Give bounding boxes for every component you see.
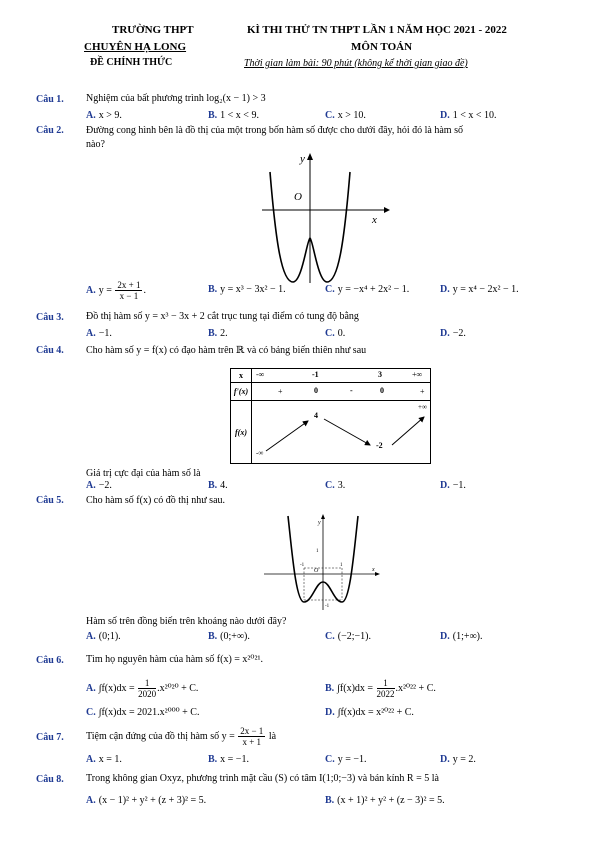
option-tail: .x²⁰²⁰ + C. (157, 682, 199, 694)
option-text: 4. (220, 480, 228, 491)
question-after: Giá trị cực đại của hàm số là (86, 468, 201, 479)
question-text: Cho hàm số f(x) có đồ thị như sau. (86, 495, 226, 506)
option-d (440, 631, 482, 642)
option-a (86, 328, 112, 339)
option-letter: D. (440, 328, 450, 339)
option-letter: D. (440, 110, 450, 121)
option-text: (−2;−1). (337, 631, 371, 642)
denominator: 2020 (138, 689, 157, 699)
option-letter: C. (325, 110, 335, 121)
option-letter: B. (208, 328, 218, 339)
option-b (208, 110, 259, 121)
option-letter: B. (208, 754, 218, 765)
option-letter: B. (208, 284, 218, 295)
option-b (325, 678, 436, 699)
x-value: -∞ (256, 370, 265, 379)
option-letter: A. (86, 328, 96, 339)
x-value: +∞ (412, 370, 423, 379)
question-label: Câu 1. (36, 94, 64, 105)
question-text: Tìm họ nguyên hàm của hàm số f(x) = x²⁰²¹. (86, 654, 263, 665)
option-text: 0. (337, 328, 346, 339)
option-text: −1. (452, 480, 466, 491)
option-text: y = x³ − 3x² − 1. (220, 284, 286, 295)
question-label: Câu 7. (36, 732, 64, 743)
table-f-head: f(x) (231, 401, 252, 464)
subject-title: MÔN TOÁN (351, 41, 413, 53)
option-c (325, 110, 366, 121)
option-letter: D. (440, 480, 450, 491)
tick-label: 1 (340, 563, 343, 568)
sign: 0 (314, 386, 318, 395)
option-text: ∫f(x)dx = x²⁰²² + C. (337, 707, 414, 718)
option-letter: A. (86, 795, 96, 806)
function-graph (262, 512, 382, 612)
f-value: +∞ (418, 403, 427, 411)
question-label: Câu 3. (36, 312, 64, 323)
option-letter: D. (440, 631, 450, 642)
option-letter: A. (86, 682, 96, 694)
option-c (325, 631, 371, 642)
f-value: 4 (314, 411, 318, 420)
option-letter: C. (325, 284, 335, 295)
y-axis-label: y (318, 520, 321, 526)
option-a (86, 480, 112, 491)
question-label: Câu 8. (36, 774, 64, 785)
sign: - (350, 386, 353, 395)
question-after: Hàm số trên đồng biến trên khoảng nào dưới đây? (86, 616, 287, 627)
fraction (377, 678, 395, 699)
option-text: −2. (98, 480, 112, 491)
option-letter: B. (208, 480, 218, 491)
option-letter: D. (440, 284, 450, 295)
question-text: Tiệm cận đứng của đồ thị hàm số y = (86, 730, 235, 742)
fraction (115, 280, 142, 301)
school-line2: CHUYÊN HẠ LONG (84, 41, 187, 53)
option-text: y = 2. (452, 754, 476, 765)
function-graph (260, 150, 395, 285)
option-letter: D. (440, 754, 450, 765)
option-text: x = 1. (98, 754, 122, 765)
option-letter: C. (325, 754, 335, 765)
option-a (86, 754, 122, 765)
option-text: 2. (220, 328, 228, 339)
option-text: y = −x⁴ + 2x² − 1. (337, 284, 410, 295)
denominator: 2022 (376, 689, 395, 699)
question-label: Câu 2. (36, 125, 64, 136)
option-text: −1. (98, 328, 112, 339)
option-letter: B. (208, 631, 218, 642)
option-letter: A. (86, 480, 96, 491)
option-c (325, 480, 345, 491)
option-d (325, 707, 414, 718)
option-text: x = −1. (220, 754, 249, 765)
tick-label: -1 (325, 604, 330, 609)
fraction (138, 678, 156, 699)
option-c (325, 328, 345, 339)
option-letter: A. (86, 284, 96, 296)
origin-label: O (314, 568, 319, 574)
option-b (208, 480, 228, 491)
denominator: x − 1 (119, 291, 139, 301)
tick-label: 1 (316, 549, 319, 554)
question-tail: là (268, 730, 277, 742)
sign: + (420, 387, 425, 396)
option-letter: D. (325, 707, 335, 718)
option-text: (0;1). (98, 631, 121, 642)
variation-arrows (252, 401, 430, 463)
numerator: 2x + 1 (117, 280, 141, 290)
option-letter: B. (325, 682, 335, 694)
option-letter: A. (86, 754, 96, 765)
question-text: Cho hàm số y = f(x) có đạo hàm trên ℝ và có bảng biến thiên như sau (86, 345, 367, 356)
numerator: 1 (377, 678, 395, 689)
option-a: A. y = $\frac{2x + 1}{x - 1}$ . (86, 280, 146, 301)
option-text: ∫f(x)dx = (337, 682, 374, 694)
option-text: x > 9. (98, 110, 122, 121)
option-d (440, 754, 476, 765)
time-note: Thời gian làm bài: 90 phút (không kể thời gian giao đề) (244, 58, 468, 69)
option-b (208, 328, 228, 339)
option-text: −2. (452, 328, 466, 339)
option-text: y = (98, 284, 112, 296)
option-a (86, 678, 198, 699)
option-b (325, 795, 445, 806)
y-axis-label: y (300, 153, 305, 165)
option-b (208, 284, 286, 295)
option-letter: A. (86, 631, 96, 642)
question-label: Câu 5. (36, 495, 64, 506)
option-b (208, 631, 250, 642)
option-letter: C. (86, 707, 96, 718)
option-letter: C. (325, 631, 335, 642)
tick-label: -1 (300, 563, 305, 568)
option-a (86, 631, 121, 642)
numerator: 1 (138, 678, 156, 689)
option-text: (1;+∞). (452, 631, 483, 642)
option-text: y = x⁴ − 2x² − 1. (452, 284, 519, 295)
denominator: x + 1 (242, 737, 262, 747)
option-text: ∫f(x)dx = 2021.x²⁰⁰⁰ + C. (98, 707, 200, 718)
question-label: Câu 6. (36, 655, 64, 666)
option-tail: .x²⁰²² + C. (395, 682, 436, 694)
x-value: -1 (312, 370, 319, 379)
option-letter: B. (208, 110, 218, 121)
option-d (440, 284, 519, 295)
option-b (208, 754, 249, 765)
table-fp-head: f'(x) (231, 383, 252, 401)
option-letter: B. (325, 795, 335, 806)
origin-label: O (294, 191, 302, 203)
option-text: ∫f(x)dx = (98, 682, 135, 694)
x-axis-label: x (372, 214, 377, 226)
option-c (86, 707, 199, 718)
option-a (86, 795, 206, 806)
f-value: -∞ (256, 449, 264, 457)
question-text: Trong không gian Oxyz, phương trình mặt cầu (S) có tâm I(1;0;−3) và bán kính R = 5 là (86, 773, 439, 784)
question-text: Đồ thị hàm số y = x³ − 3x + 2 cắt trục tung tại điểm có tung độ bằng (86, 311, 359, 322)
question-label: Câu 4. (36, 345, 64, 356)
table-x-head: x (231, 369, 252, 383)
x-axis-label: x (372, 567, 375, 573)
fraction (238, 726, 265, 747)
option-text: 1 < x < 10. (452, 110, 497, 121)
question-text: Đường cong hình bên là đồ thị của một trong bốn hàm số được cho dưới đây, hỏi đó là hàm số (86, 125, 463, 136)
official-label: ĐỀ CHÍNH THỨC (90, 57, 173, 68)
option-c (325, 284, 409, 295)
x-value: 3 (378, 370, 382, 379)
question-text: Nghiệm của bất phương trình log₂(x − 1) > 3 (86, 93, 266, 104)
numerator: 2x − 1 (240, 726, 264, 736)
f-value: -2 (376, 441, 383, 450)
option-text: y = −1. (337, 754, 367, 765)
option-text: 3. (337, 480, 346, 491)
option-d (440, 480, 466, 491)
sign: + (278, 387, 283, 396)
option-c (325, 754, 367, 765)
option-letter: A. (86, 110, 96, 121)
option-text: 1 < x < 9. (220, 110, 259, 121)
option-a (86, 110, 122, 121)
option-text: x > 10. (337, 110, 366, 121)
school-line1: TRƯỜNG THPT (112, 24, 194, 36)
option-d (440, 110, 497, 121)
option-text: (x − 1)² + y² + (z + 3)² = 5. (98, 795, 207, 806)
option-text: (x + 1)² + y² + (z − 3)² = 5. (337, 795, 445, 806)
sign: 0 (380, 386, 384, 395)
variation-table (230, 368, 431, 464)
question-text-line (86, 726, 276, 747)
option-letter: C. (325, 480, 335, 491)
option-d (440, 328, 466, 339)
option-letter: C. (325, 328, 335, 339)
option-text: (0;+∞). (220, 631, 250, 642)
question-text-cont: nào? (86, 139, 105, 150)
exam-title: KÌ THI THỬ TN THPT LẦN 1 NĂM HỌC 2021 - 2022 (247, 24, 507, 36)
